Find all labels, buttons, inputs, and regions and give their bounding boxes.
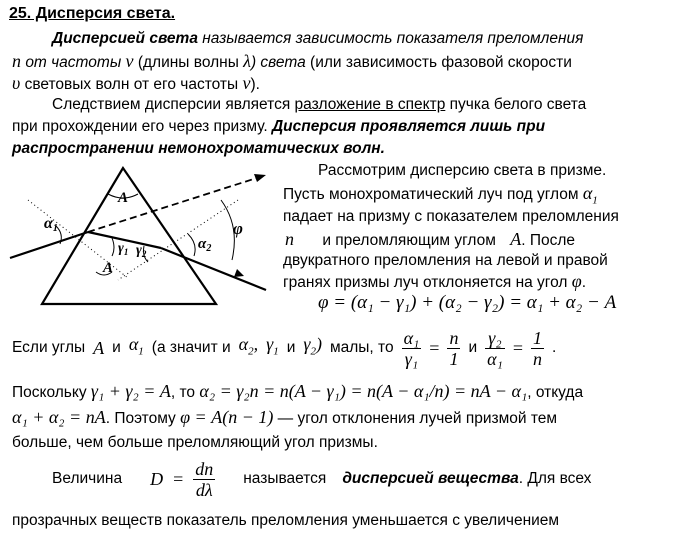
label-A-top: A [118,190,129,206]
prism-line-4: n и преломляющим углом A. После [285,229,575,249]
page-title: 25. Дисперсия света. [9,5,176,22]
formula-main: φ = (α₁ − γ₁) + (α₂ − γ₂) = α₁ + α₂ − A [318,292,617,313]
since-line-2: α₁ + α₂ = nA. Поэтому φ = A(n − 1) — угол отклонения лучей призмой тем [12,407,558,427]
right-normal [118,200,238,280]
fraction-dn-dlambda: $\frac{dn}{d\lambda}$ [195,458,214,500]
emergent-ray-arrow-icon [234,269,244,277]
dispersion-line: Величина D = $\frac{dn}{d\lambda}$ называется дисперсией вещества. Для всех [52,458,592,500]
spectrum-decomposition: разложение в спектр [294,96,446,113]
since-line-1: Поскольку γ₁ + γ₂ = A, то α₂ = γ₂n = n(A − γ₁) = n(A − α₁/n) = nA − α₁, откуда [12,381,584,401]
intro-line-1: Дисперсией света называется зависимость показателя преломления [52,30,584,47]
fraction-gamma2-alpha1: $\frac{\text{γ₂}}{\text{α₁}}$ [487,327,503,369]
para2-line-3: распространении немонохроматических волн. [12,140,385,157]
label-phi: φ [233,219,243,238]
prism-line-3: падает на призму с показателем преломления [283,208,619,225]
since-line-3: больше, чем больше преломляющий угол призмы. [12,434,378,451]
label-A-low: A [103,260,114,276]
label-gamma1: $\gamma_1$ [118,241,129,257]
intro-line-3: υ световых волн от его частоты ν). [12,73,260,93]
label-gamma2: $\gamma_2$ [136,243,147,259]
prism-line-2: Пусть монохроматический луч под углом $\alpha_1$ [283,183,598,207]
small-angles-line: Если углы A и $\alpha_1$ (а значит и $\alpha_2$, $\gamma_1$ и $\gamma_2$) малы, то $\frac{\text{α₁}}{\text{γ₁}}$ = $\frac{n}{1}$ и $\frac{\text{γ₂}}{\text{α₁}}$ = $\frac{1}{n}$ . [12,327,557,369]
para2-line-1: Следствием дисперсии является разложение в спектр пучка белого света [52,96,587,113]
label-alpha2: $\alpha_2$ [198,236,212,254]
prism-line-5: двукратного преломления на левой и правой [283,252,608,269]
fraction-1-n: $\frac{1}{n}$ [533,327,542,369]
para2-line-2: при прохождении его через призму. Дисперсия проявляется лишь при [12,118,546,135]
term-dispersion: Дисперсией света [52,30,198,47]
prism-line-6: гранях призмы луч отклоняется на угол φ. [283,271,587,291]
fraction-n-1: $\frac{n}{1}$ [449,327,459,369]
prism-line-1: Рассмотрим дисперсию света в призме. [318,162,607,179]
fraction-alpha1-gamma1: $\frac{\text{α₁}}{\text{γ₁}}$ [403,327,420,369]
label-alpha1: α1 [44,215,58,234]
emergent-ray [161,248,266,290]
alpha2-arc [188,234,195,256]
intro-line-2: n от частоты ν (длины волны λ) света (или зависимость фазовой скорости [12,51,572,71]
prism-figure [8,160,273,310]
refracted-ray [88,232,161,248]
last-line: прозрачных веществ показатель преломления уменьшается с увеличением [12,512,560,529]
dashed-ray-arrow-icon [254,174,266,182]
gamma1-arc [112,238,114,256]
